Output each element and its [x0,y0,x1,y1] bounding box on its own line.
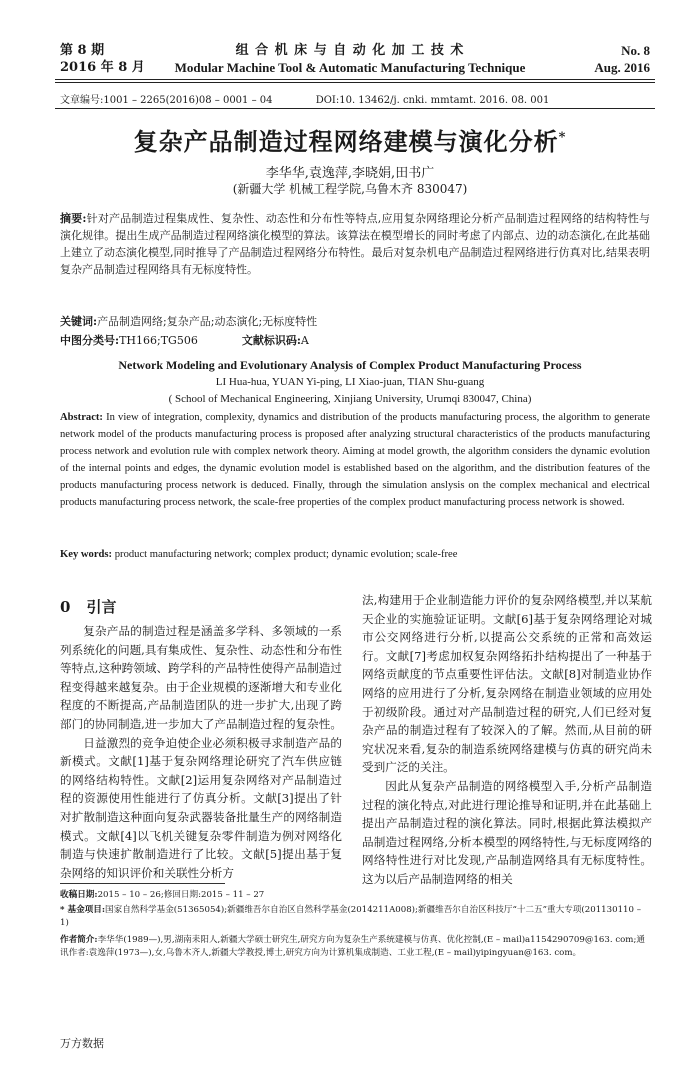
keywords-en-text: product manufacturing network; complex product; dynamic evolution; scale-free [112,549,458,560]
title-text: 复杂产品制造过程网络建模与演化分析 [133,127,559,156]
body-column-right [362,591,652,889]
paper-title-cn [0,122,700,157]
abstract-en-label: Abstract: [60,412,103,423]
journal-title-cn: 组 合 机 床 与 自 动 化 加 工 技 术 [235,43,465,58]
paragraph: 日益激烈的竞争迫使企业必须积极寻求制造产品的新模式。文献[1]基于复杂网络理论研究了汽车供应链的网络结构特性。文献[2]运用复杂网络对产品制造过程的资源使用性能进行了仿真分析。文献[3]提出了针对扩散制造这种面向复杂武器装备批量生产的网络制造模式。文献[4]以飞机关键复杂零件制造为例对网络化制造与快速扩散制造进行了比较。文献[5]提出基于复杂网络的知识评价和关联性分析方 [60,735,342,880]
doc-code-label: 文献标识码: [241,334,301,347]
keywords-en-label: Key words: [60,549,113,560]
section-title: 引言 [86,598,117,616]
keywords-cn-text: 产品制造网络;复杂产品;动态演化;无标度特性 [97,315,318,328]
affiliation-en: ( School of Mechanical Engineering, Xinjiang University, Urumqi 830047, China) [168,393,532,405]
section-heading [60,596,116,617]
journal-title-en: Modular Machine Tool & Automatic Manufacturing Technique [174,60,526,75]
journal-title [170,42,530,76]
issue-number-en: No. 8 [621,43,650,58]
footnote-author-text: 李华华(1989—),男,湖南耒阳人,新疆大学硕士研究生,研究方向为复杂生产系统建模与仿真、优化控制,(E – mail)a1154290709@163. com;通讯作者:袁逸萍(1973—),女,乌鲁木齐人,新疆大学教授,博士,研究方向为计算机集成制造、工业工程,(E – mail)yipingyuan@163. com。 [60,935,645,958]
footnote-fund-label: * 基金项目: [60,905,106,915]
keywords-cn-label: 关键词: [60,315,98,328]
doi: DOI:10. 13462/j. cnki. mmtamt. 2016. 08. 001 [315,95,550,106]
section-number: 0 [60,598,71,616]
authors-cn: 李华华,袁逸萍,李晓娟,田书广 [265,166,435,181]
abstract-en-text: In view of integration, complexity, dynamics and distribution of the products manufacturing process, the algorithm to generate network model of the products manufacturing process is proposed after analyzing structural characteristics of the products manufacturing process network and evolution rule with complex network theory. Aiming at model growth, the algorithm considers the dynamic evolution of the internal points and edges, the dynamic evolution model is established based on the algorithm, and the distribution features of the products manufacturing process network is deduced. Finally, through the simulation anslysis on the complex mechanical and electrical products manufacturing process network, the scale-free properties of the complex product manufacturing process network is showed. [60,412,650,508]
abstract-cn [60,210,650,278]
affiliation-cn: (新疆大学 机械工程学院,乌鲁木齐 830047) [232,182,468,196]
journal-issue-cn [60,42,145,76]
clc-value: TH166;TG506 [119,334,198,347]
header-rule-bottom [55,82,655,83]
abstract-en [60,409,650,511]
issue-date-cn: 2016 年 8 月 [60,60,145,75]
paragraph: 法,构建用于企业制造能力评价的复杂网络模型,并以某航天企业的实施验证证明。文献[6]基于复杂网络理论对城市公交网络进行分析,以提高公交系统的正常和高效运行。文献[7]考虑加权复杂网络拓扑结构提出了一种基于网络贡献度的节点重要性评估法。文献[8]对制造业协作网络的应用进行了分析,复杂网络在制造业领域的应用处于初级阶段。通过对产品制造过程的研究,人们已经对复杂产品的制造过程有了较深入的了解。然而,从目前的研究状况来看,复杂的制造系统网络建模与仿真的研究尚未受到广泛的关注。 [362,593,652,775]
article-number: 文章编号:1001 – 2265(2016)08 – 0001 – 04 [60,95,273,106]
footnote-dates [60,889,652,902]
paper-title-en: Network Modeling and Evolutionary Analysis of Complex Product Manufacturing Process [118,358,582,372]
article-meta [60,91,589,106]
meta-rule [55,108,655,109]
watermark: 万方数据 [60,1037,104,1050]
footnote-fund-text: 国家自然科学基金(51365054);新疆维吾尔自治区自然科学基金(2014211A008);新疆维吾尔自治区科技厅“十二五”重大专项(201130110 – 1) [60,905,641,928]
issue-number-cn: 第 8 期 [60,43,105,58]
abstract-cn-label: 摘要: [60,212,87,225]
body-column-left [60,622,342,882]
classification [60,332,309,348]
authors-en: LI Hua-hua, YUAN Yi-ping, LI Xiao-juan, TIAN Shu-guang [215,376,485,388]
title-footnote-mark: * [558,130,567,145]
paragraph: 因此从复杂产品制造的网络模型入手,分析产品制造过程的演化特点,对此进行理论推导和证明,并在此基础上提出产品制造过程的演化算法。同时,根据此算法模拟产品制造过程网络,分析本模型的网络特性,与无标度网络的网络特性进行对比发现,产品制造网络具有无标度特性。这为以后产品制造网络的相关 [362,778,652,886]
doc-code-value: A [300,334,309,347]
abstract-cn-text: 针对产品制造过程集成性、复杂性、动态性和分布性等特点,应用复杂网络理论分析产品制造过程网络的结构特性与演化规律。提出生成产品制造过程网络演化模型的算法。该算法在模型增长的同时考虑了内部点、边的动态演化,在此基础上建立了动态演化模型,同时推导了产品制造过程网络分布特性。最后对复杂机电产品制造过程网络进行仿真对比,结果表明复杂产品制造过程网络具有无标度特性。 [60,212,651,276]
issue-date-en: Aug. 2016 [594,60,650,75]
footnote-rule [60,883,225,884]
paragraph: 复杂产品的制造过程是涵盖多学科、多领域的一系列系统化的问题,具有集成性、复杂性、动态性和分布性等特点,这种跨领域、跨学科的产品特性使得产品制造过程变得越来越复杂。由于企业规模的逐渐增大和专业化程度的不断提高,产品制造团队的进一步扩大,出现了跨部门的协同制造,进一步加大了产品制造过程的复杂性。 [60,624,342,731]
footnote-dates-label: 收稿日期: [60,890,98,900]
journal-issue-en [594,42,650,76]
keywords-cn [60,313,650,330]
clc-label: 中图分类号: [60,334,120,347]
footnote-author [60,934,652,960]
footnote-dates-text: 2015 – 10 – 26;修回日期:2015 – 11 – 27 [97,890,265,900]
footnote-author-label: 作者简介: [60,935,98,945]
keywords-en [60,546,650,563]
footnote-fund [60,904,652,930]
header-rule-top [55,79,655,80]
